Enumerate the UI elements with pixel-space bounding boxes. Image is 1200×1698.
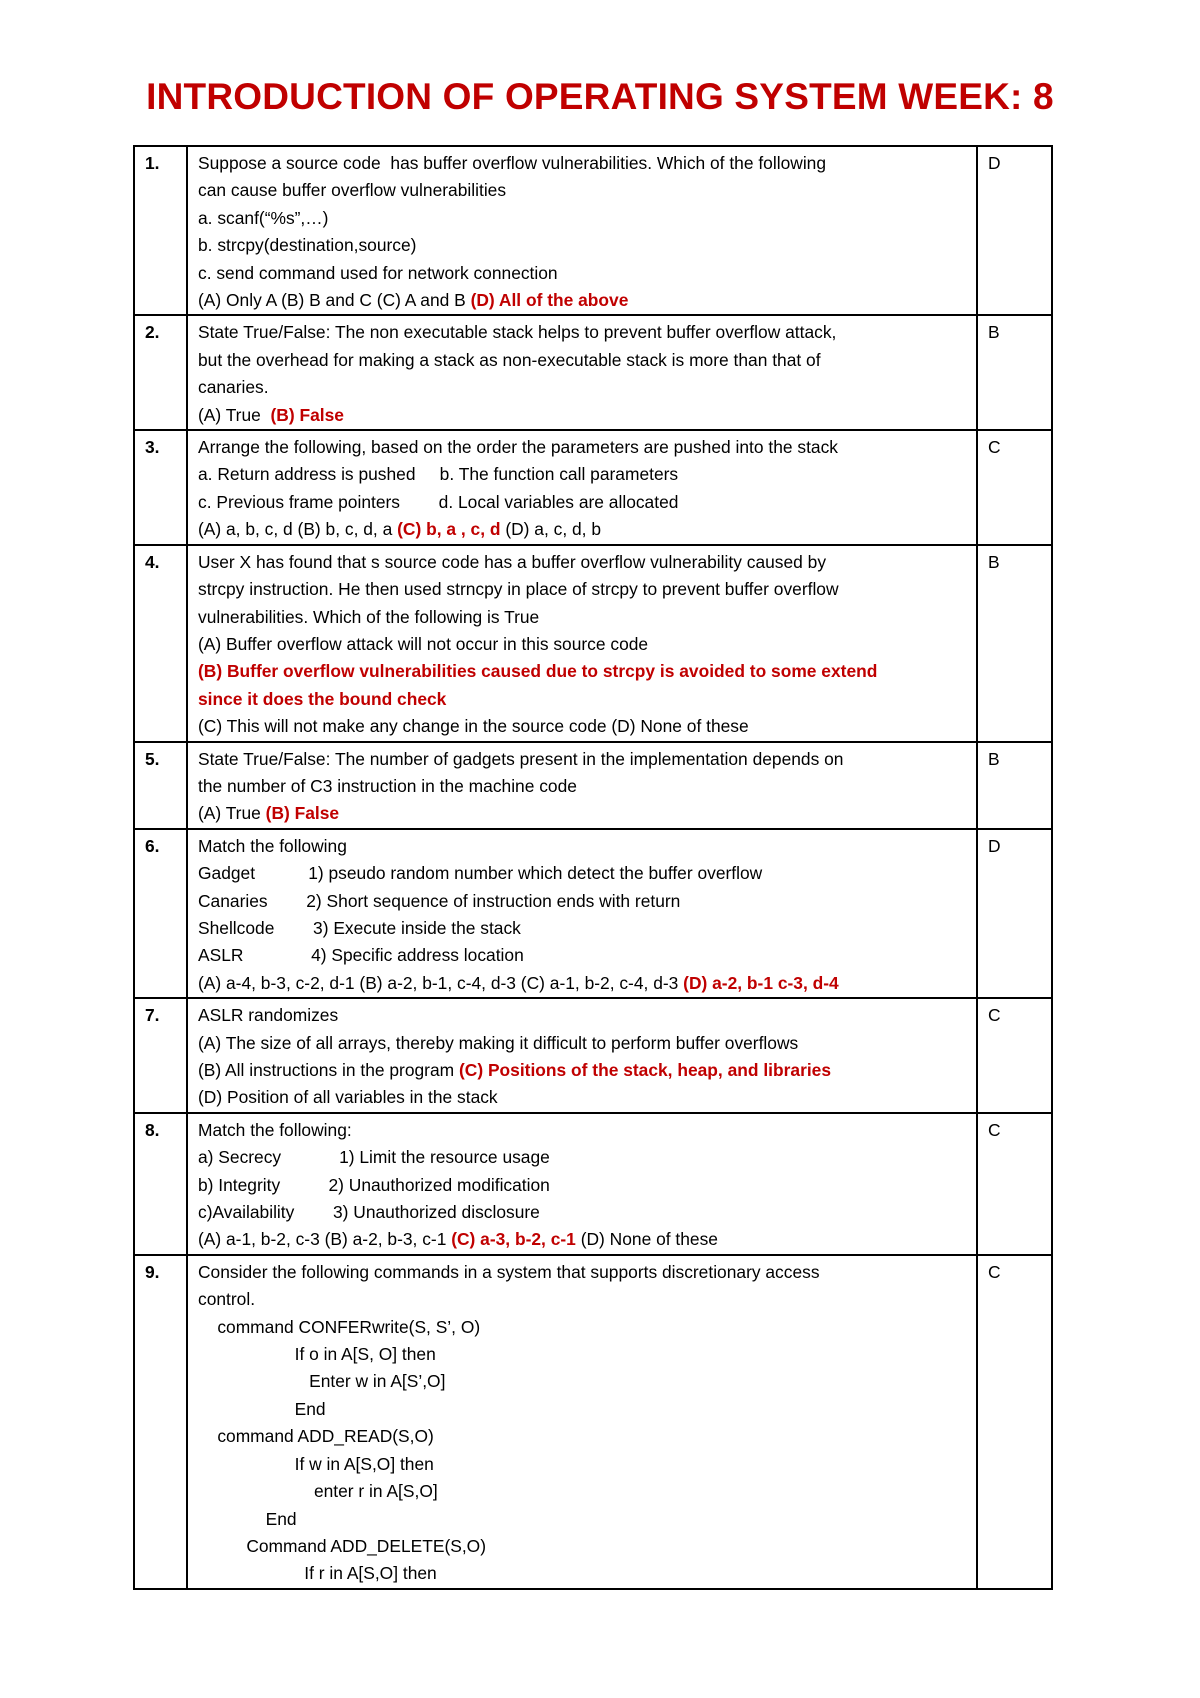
question-number: 1. [134,146,187,315]
question-text-segment: (A) a-4, b-3, c-2, d-1 (B) a-2, b-1, c-4, d-3 (C) a-1, b-2, c-4, d-3 [198,972,684,993]
question-line [198,1396,970,1423]
question-line [198,287,970,314]
question-row [134,545,1052,742]
correct-answer-text: (B) False [265,803,340,824]
answer-key: B [977,545,1052,742]
question-number: 5. [134,742,187,829]
question-line [198,686,970,713]
question-text-segment: a. Return address is pushed b. The function call parameters [198,464,679,485]
correct-answer-text: (B) False [270,404,344,425]
correct-answer-text: (C) a-3, b-2, c-1 [451,1229,576,1250]
question-text-segment: Gadget 1) pseudo random number which detect the buffer overflow [198,863,763,884]
question-row [134,430,1052,545]
question-text-segment: Consider the following commands in a system that supports discretionary access [198,1261,820,1282]
answer-key: B [977,315,1052,430]
answer-key: D [977,146,1052,315]
answer-key: C [977,1113,1052,1255]
question-text-segment: enter r in A[S,O] [198,1481,438,1502]
question-text-segment: Command ADD_DELETE(S,O) [198,1535,486,1556]
question-row [134,829,1052,998]
question-text [187,1255,977,1589]
question-text-segment: (A) Only A (B) B and C (C) A and B [198,290,471,311]
question-text-segment: a) Secrecy 1) Limit the resource usage [198,1147,550,1168]
question-line [198,888,970,915]
question-text-segment: (A) True [198,803,266,824]
question-text-segment: command ADD_READ(S,O) [198,1426,434,1447]
question-line [198,434,970,461]
question-text-segment: Shellcode 3) Execute inside the stack [198,917,521,938]
question-text-segment: (A) a-1, b-2, c-3 (B) a-2, b-3, c-1 [198,1229,452,1250]
question-line [198,1478,970,1505]
question-text-segment: (C) This will not make any change in the source code (D) None of these [198,716,749,737]
question-line [198,516,970,543]
question-line [198,260,970,287]
question-line [198,461,970,488]
question-line [198,232,970,259]
question-text-segment: a. scanf(“%s”,…) [198,207,329,228]
question-text-segment: If w in A[S,O] then [198,1453,434,1474]
question-line [198,860,970,887]
question-line [198,1423,970,1450]
answer-key: B [977,742,1052,829]
question-line [198,942,970,969]
question-line [198,1259,970,1286]
question-line [198,549,970,576]
question-number: 9. [134,1255,187,1589]
question-row [134,998,1052,1113]
question-line [198,773,970,800]
question-text-segment: but the overhead for making a stack as non-executable stack is more than that of [198,349,821,370]
question-text-segment: control. [198,1289,256,1310]
question-text-segment: Suppose a source code has buffer overflow vulnerabilities. Which of the following [198,153,827,173]
question-text-segment: c)Availability 3) Unauthorized disclosure [198,1202,540,1223]
question-number: 3. [134,430,187,545]
question-line [198,746,970,773]
question-row [134,1255,1052,1589]
correct-answer-text: (C) Positions of the stack, heap, and libraries [458,1060,832,1080]
question-number: 4. [134,545,187,742]
question-text-segment: State True/False: The non executable stack helps to prevent buffer overflow attack, [198,322,837,343]
question-text-segment: the number of C3 instruction in the machine code [198,775,577,796]
question-row [134,742,1052,829]
question-line [198,604,970,631]
question-text-segment: End [198,1398,326,1419]
question-text-segment: (A) Buffer overflow attack will not occur in this source code [198,633,649,654]
question-text-segment: (D) None of these [575,1229,718,1250]
question-row [134,315,1052,430]
question-line [198,1144,970,1171]
question-text-segment: (A) a, b, c, d (B) b, c, d, a [198,519,398,540]
question-text-segment: (A) The size of all arrays, thereby making it difficult to perform buffer overflows [198,1032,799,1053]
question-text-segment: can cause buffer overflow vulnerabilities [198,180,507,201]
answer-key: C [977,998,1052,1113]
question-text-segment: b. strcpy(destination,source) [198,235,417,256]
question-text [187,1113,977,1255]
page-title: INTRODUCTION OF OPERATING SYSTEM WEEK: 8 [146,76,1054,117]
question-line [198,347,970,374]
question-text-segment: c. send command used for network connection [198,262,558,283]
question-text-segment: (D) a, c, d, b [500,519,601,540]
question-line [198,833,970,860]
question-text [187,146,977,315]
question-line [198,1451,970,1478]
question-number: 7. [134,998,187,1113]
question-line [198,1030,970,1057]
question-number: 8. [134,1113,187,1255]
question-line [198,1314,970,1341]
question-text-segment: Enter w in A[S’,O] [198,1371,446,1392]
question-text-segment: (B) All instructions in the program [198,1060,459,1080]
question-text [187,998,977,1113]
question-text-segment: (D) Position of all variables in the stack [198,1087,498,1108]
question-line [198,205,970,232]
question-line [198,1057,970,1084]
question-line [198,177,970,204]
question-line [198,1172,970,1199]
question-text-segment: canaries. [198,377,269,398]
question-line [198,1533,970,1560]
question-text-segment: c. Previous frame pointers d. Local variables are allocated [198,491,679,512]
question-line [198,800,970,827]
question-text-segment: Arrange the following, based on the order the parameters are pushed into the stack [198,437,838,458]
question-line [198,1368,970,1395]
question-line [198,631,970,658]
question-text [187,315,977,430]
question-line [198,1117,970,1144]
question-text-segment: If r in A[S,O] then [198,1563,437,1584]
question-line [198,970,970,997]
question-line [198,1506,970,1533]
question-text-segment: Canaries 2) Short sequence of instruction ends with return [198,890,681,911]
question-text-segment: (A) True [198,404,271,425]
question-table-body [134,146,1052,1589]
question-text-segment: b) Integrity 2) Unauthorized modification [198,1174,550,1195]
question-row [134,1113,1052,1255]
question-row [134,146,1052,315]
question-text [187,545,977,742]
question-line [198,1286,970,1313]
correct-answer-text: (B) Buffer overflow vulnerabilities caused due to strcpy is avoided to some extend [198,661,878,682]
question-line [198,319,970,346]
question-text-segment: command CONFERwrite(S, S’, O) [198,1316,481,1337]
question-line [198,1199,970,1226]
question-line [198,1341,970,1368]
question-line [198,150,970,177]
question-line [198,1226,970,1253]
question-line [198,576,970,603]
question-table [133,145,1053,1590]
question-text [187,430,977,545]
answer-key: C [977,430,1052,545]
question-text-segment: vulnerabilities. Which of the following is True [198,606,540,627]
question-text-segment: If o in A[S, O] then [198,1344,436,1365]
question-number: 2. [134,315,187,430]
correct-answer-text: (D) a-2, b-1 c-3, d-4 [683,972,839,993]
question-text [187,829,977,998]
question-line [198,489,970,516]
question-line [198,402,970,429]
question-text-segment: Match the following: [198,1119,352,1140]
question-text-segment: Match the following [198,835,347,856]
question-line [198,1084,970,1111]
question-text-segment: User X has found that s source code has a buffer overflow vulnerability caused by [198,551,827,572]
question-text-segment: End [198,1508,297,1529]
question-line [198,1560,970,1587]
question-line [198,713,970,740]
question-number: 6. [134,829,187,998]
correct-answer-text: (D) All of the above [470,290,629,311]
answer-key: C [977,1255,1052,1589]
correct-answer-text: (C) b, a , c, d [397,519,501,540]
correct-answer-text: since it does the bound check [198,688,447,709]
question-line [198,1002,970,1029]
question-text-segment: ASLR randomizes [198,1005,339,1026]
question-text-segment: strcpy instruction. He then used strncpy in place of strcpy to prevent buffer overflow [198,579,839,600]
answer-key: D [977,829,1052,998]
question-line [198,658,970,685]
question-text [187,742,977,829]
question-line [198,915,970,942]
question-text-segment: ASLR 4) Specific address location [198,945,524,966]
question-text-segment: State True/False: The number of gadgets present in the implementation depends on [198,748,844,769]
question-line [198,374,970,401]
